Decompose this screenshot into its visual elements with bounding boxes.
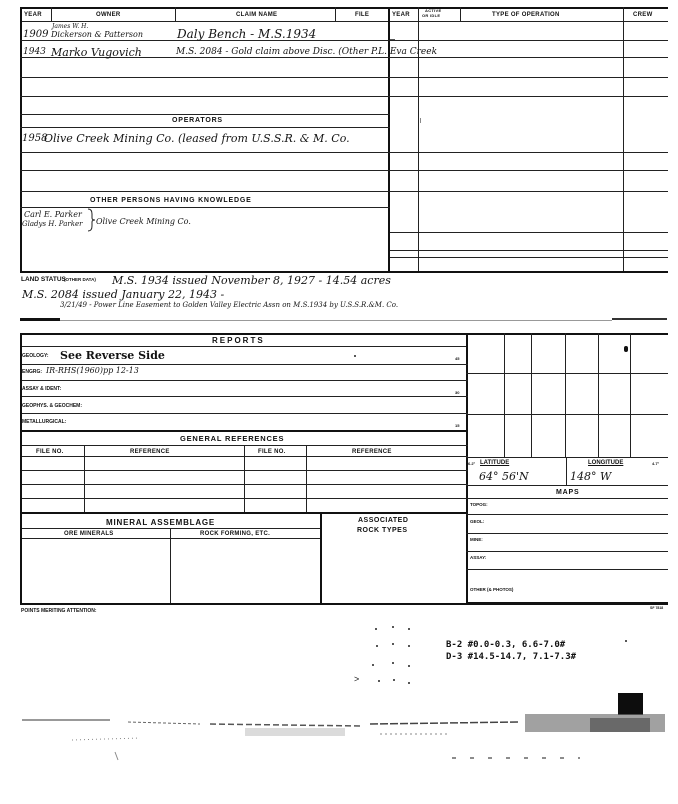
row1-claim: Daly Bench - M.S.1934 [177,27,317,41]
scale-45: 45 [455,356,460,361]
row2-year: 1943 [23,47,46,57]
land-status-line2: M.S. 2084 issued January 22, 1943 - [22,288,225,301]
row2-claim: M.S. 2084 - Gold claim above Disc. (Other P.L. Eva Creek [176,47,438,57]
note-b2: B-2 #0.0-0.3, 6.6-7.0# [446,640,566,650]
engrg-value: IR-RHS(1960)pp 12-13 [46,366,139,375]
header-file: FILE [355,12,370,18]
longitude-value: 148° W [570,470,612,483]
points-label: POINTS MERITING ATTENTION: [21,608,97,614]
header-active: ACTIVE [425,8,442,13]
mineral-title: MINERAL ASSEMBLAGE [106,518,216,527]
latitude-label: LATITUDE [480,460,510,466]
operator-year: 1958 [22,133,48,144]
header-year: YEAR [24,12,42,18]
header-crew: CREW [633,12,653,18]
reports-title: REPORTS [212,336,265,345]
associated-line2: ROCK TYPES [357,527,408,534]
brace-icon [86,208,96,232]
other-persons-title: OTHER PERSONS HAVING KNOWLEDGE [90,197,252,204]
latitude-value: 64° 56'N [479,470,529,483]
gr-file-no-2: FILE NO. [258,449,286,455]
gr-reference: REFERENCE [130,449,170,455]
person-1: Carl E. Parker [24,210,82,219]
maps-title: MAPS [556,489,580,496]
geology-label: GEOLOGY: [22,353,49,359]
header-type-of-operation: TYPE OF OPERATION [492,12,560,18]
land-status-line3: 3/21/49 - Power Line Easement to Golden Valley Electric Assn on M.S.1934 by U.S.S.R.&M. Co. [60,301,399,309]
ore-minerals-header: ORE MINERALS [64,531,114,537]
land-status-label: LAND STATUS [21,276,66,283]
gr-reference-2: REFERENCE [352,449,392,455]
maps-assay: ASSAY: [470,555,487,560]
engrg-label: ENGRG: [22,369,42,375]
land-status-sublabel: (OTHER DATA) [64,277,96,282]
maps-topog: TOPOG: [470,502,488,507]
header-claim-name: CLAIM NAME [236,12,278,18]
person-2: Gladys H. Parker [22,220,83,228]
longitude-label: LONGITUDE [588,460,624,466]
arrow-mark: > [354,674,360,684]
rock-forming-header: ROCK FORMING, ETC. [200,531,271,537]
maps-geol: GEOL: [470,519,485,524]
grid-mark [624,346,628,352]
scan-noise [0,712,678,762]
long-suffix: 4.7° [652,461,660,466]
operator-text: Olive Creek Mining Co. (leased from U.S.S.R. & M. Co. [44,132,350,145]
note-d3: D-3 #14.5-14.7, 7.1-7.3# [446,652,577,662]
general-references-title: GENERAL REFERENCES [180,434,285,443]
assay-label: ASSAY & IDENT: [22,386,62,392]
geology-value: See Reverse Side [60,349,165,362]
land-status-line1: M.S. 1934 issued November 8, 1927 - 14.54 acres [112,274,391,287]
operators-title: OPERATORS [172,117,223,124]
header-owner: OWNER [96,12,121,18]
scale-30: 30 [455,390,460,395]
row1-year: 1909 [23,29,49,40]
associated-line1: ASSOCIATED [358,517,409,524]
header-year-2: YEAR [392,12,410,18]
geophys-label: GEOPHYS. & GEOCHEM: [22,403,83,409]
row1-owner: Dickerson & Patterson [51,30,143,39]
row1-owner-top: James W. H. [52,23,89,30]
row2-owner: Marko Vugovich [51,46,142,59]
scale-15: 15 [455,423,460,428]
metallurgical-label: METALLURGICAL: [22,419,67,425]
maps-other: OTHER (& PHOTOS) [470,587,514,592]
header-or-idle: OR IDLE [422,13,441,18]
person-company: Olive Creek Mining Co. [96,217,191,226]
gr-file-no: FILE NO. [36,449,64,455]
maps-mine: MINE: [470,537,483,542]
lat-prefix: 6.2° [468,461,476,466]
form-number: SF 7818 [650,606,664,610]
